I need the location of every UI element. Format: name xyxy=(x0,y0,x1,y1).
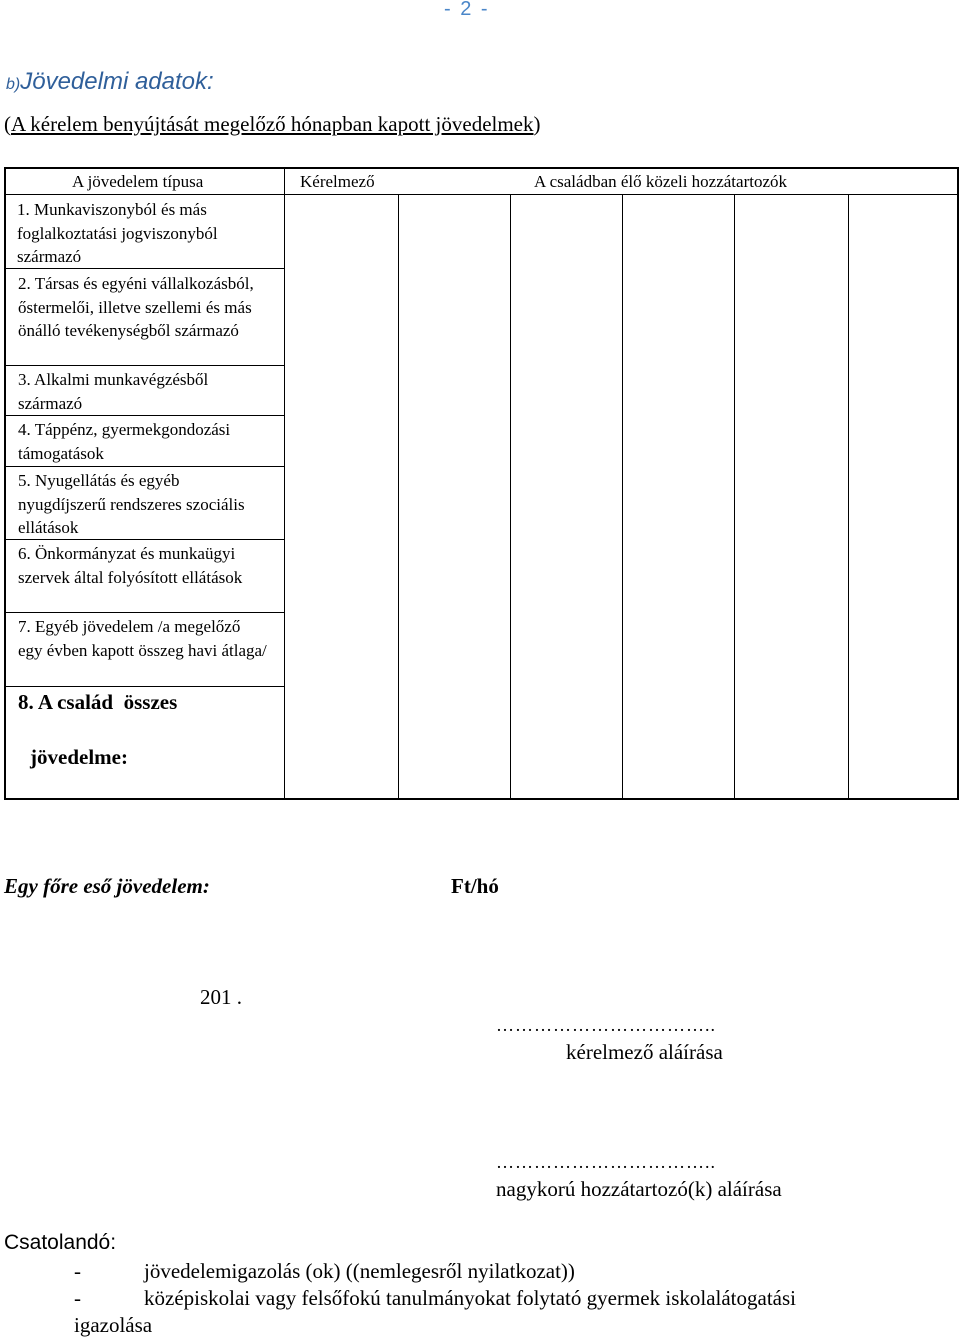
date-field: 201 . xyxy=(200,985,242,1009)
page-number: - 2 - xyxy=(444,0,490,20)
row-divider xyxy=(6,466,285,467)
attachment-item xyxy=(0,1286,960,1314)
subtitle-close-paren: ) xyxy=(533,112,541,136)
attachments-label: Csatolandó: xyxy=(4,1231,117,1254)
section-title: Jövedelmi adatok: xyxy=(20,68,214,95)
header-income-type: A jövedelem típusa xyxy=(72,172,204,191)
per-capita-unit: Ft/hó xyxy=(451,874,499,898)
row-label-casual-work: 3. Alkalmi munkavégzésből származó xyxy=(18,370,209,413)
row-label-pension: 5. Nyugellátás és egyéb nyugdíjszerű rendszeres szociális ellátások xyxy=(18,471,245,537)
row-label-sick-pay: 4. Táppénz, gyermekgondozási támogatások xyxy=(18,420,231,463)
section-heading xyxy=(6,68,214,96)
attachment-text-continued: igazolása xyxy=(74,1313,153,1337)
income-table xyxy=(4,167,959,800)
attachment-item xyxy=(0,1259,960,1287)
column-divider xyxy=(848,194,849,798)
applicant-signature-line: …………………………….. xyxy=(496,1015,716,1035)
section-marker: b) xyxy=(6,76,21,93)
row-label-other-income: 7. Egyéb jövedelem /a megelőző egy évben kapott összeg havi átlaga/ xyxy=(18,617,267,660)
row-label-total: 8. A család összes xyxy=(18,690,178,714)
header-divider xyxy=(6,194,957,195)
column-divider xyxy=(622,194,623,798)
row-label-total-cont: jövedelme: xyxy=(30,745,128,769)
row-label-municipal: 6. Önkormányzat és munkaügyi szervek által folyósított ellátások xyxy=(18,544,243,587)
section-subtitle xyxy=(4,112,541,137)
header-applicant: Kérelmező xyxy=(300,172,375,191)
row-divider xyxy=(6,686,285,687)
row-label-employment: 1. Munkaviszonyból és más foglalkoztatási jogviszonyból származó xyxy=(17,200,218,266)
column-divider xyxy=(398,194,399,798)
relative-signature-label: nagykorú hozzátartozó(k) aláírása xyxy=(496,1177,782,1201)
row-divider xyxy=(6,415,285,416)
relative-signature-line: …………………………….. xyxy=(496,1152,716,1172)
row-divider xyxy=(6,365,285,366)
attachment-bullet: - xyxy=(74,1259,81,1283)
attachment-bullet: - xyxy=(74,1286,81,1310)
column-divider xyxy=(284,169,285,798)
attachment-text: jövedelemigazolás (ok) ((nemlegesről nyilatkozat)) xyxy=(144,1259,575,1283)
row-label-enterprise: 2. Társas és egyéni vállalkozásból, őstermelői, illetve szellemi és más önálló tevékenységből származó xyxy=(18,274,254,340)
subtitle-open-paren: ( xyxy=(4,112,11,136)
attachment-text: középiskolai vagy felsőfokú tanulmányokat folytató gyermek iskolalátogatási xyxy=(144,1286,796,1310)
column-divider xyxy=(510,194,511,798)
per-capita-label: Egy főre eső jövedelem: xyxy=(4,874,210,898)
applicant-signature-label: kérelmező aláírása xyxy=(566,1040,723,1064)
row-divider xyxy=(6,612,285,613)
header-relatives: A családban élő közeli hozzátartozók xyxy=(534,172,787,191)
subtitle-text: A kérelem benyújtását megelőző hónapban kapott jövedelmek xyxy=(11,112,534,136)
column-divider xyxy=(734,194,735,798)
